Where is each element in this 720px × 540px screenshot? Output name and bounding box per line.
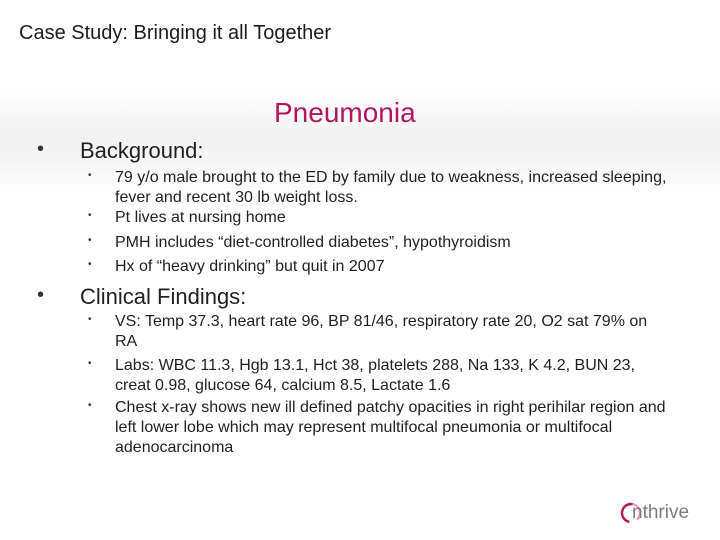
list-item-text: PMH includes “diet-controlled diabetes”, hypothyroidism [115,234,511,251]
section-label: Background: [80,138,204,163]
bullet-icon: • [88,358,92,369]
section-heading [0,138,720,166]
nthrive-logo [619,498,699,528]
bullet-icon: • [88,210,92,221]
bullet-icon: • [88,259,92,270]
list-item-text: Hx of “heavy drinking” but quit in 2007 [115,258,385,275]
bullet-icon: • [37,138,45,160]
bullet-icon: • [88,400,92,411]
section-label: Clinical Findings: [80,284,247,309]
list-item-text: Labs: WBC 11.3, Hgb 13.1, Hct 38, platelets 288, Na 133, K 4.2, BUN 23, creat 0.98, glucose 64, calcium 8.5, Lactate 1.6 [115,357,635,394]
bullet-icon: • [88,314,92,325]
list-item-text: Pt lives at nursing home [115,209,286,226]
bullet-icon: • [37,284,45,306]
bullet-icon: • [88,235,92,246]
list-item-text: 79 y/o male brought to the ED by family due to weakness, increased sleeping, fever and recent 30 lb weight loss. [115,169,667,206]
slide-subtitle: Pneumonia [274,97,416,128]
bullet-icon: • [88,170,92,181]
slide-title: Case Study: Bringing it all Together [19,22,332,44]
section-heading [0,284,720,312]
logo-wordmark: nthrive [632,502,690,523]
list-item-text: VS: Temp 37.3, heart rate 96, BP 81/46, respiratory rate 20, O2 sat 79% on RA [115,313,648,350]
list-item-text: Chest x-ray shows new ill defined patchy opacities in right perihilar region and left lower lobe which may represent multifocal pneumonia or multifocal adenocarcinoma [115,399,666,456]
